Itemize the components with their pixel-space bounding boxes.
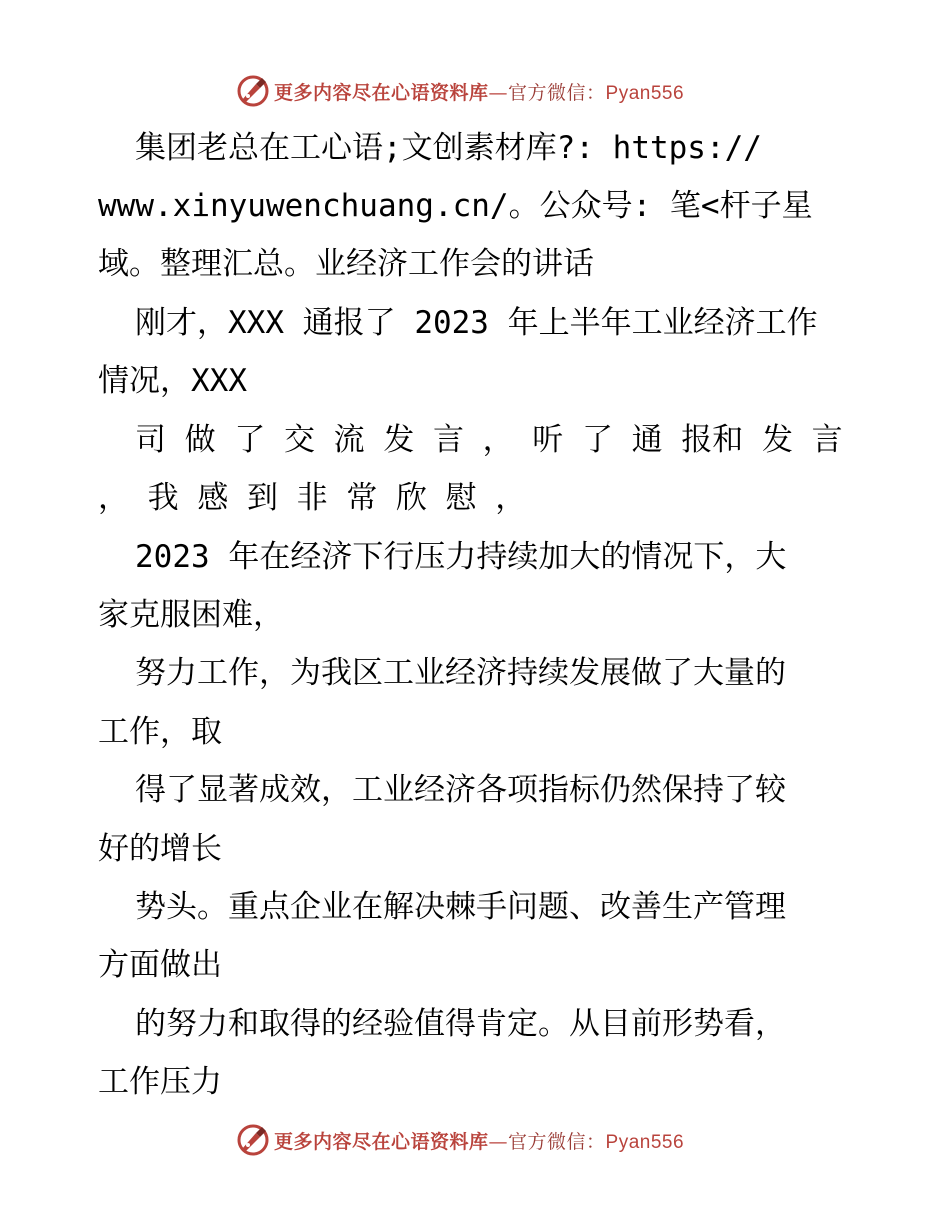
body-line: 司 做 了 交 流 发 言 ， 听 了 通 报和 发 言 (135, 422, 843, 458)
pen-logo-icon (236, 74, 270, 108)
banner-text-group (274, 78, 684, 105)
body-line: 工作，取 (98, 714, 222, 750)
body-line: 势头。重点企业在解决棘手问题、改善生产管理 (135, 889, 786, 925)
banner-separator: — (488, 81, 509, 104)
body-line: 的努力和取得的经验值得肯定。从目前形势看， (135, 1006, 786, 1042)
body-line: 域。整理汇总。业经济工作会的讲话 (98, 246, 594, 282)
banner-wechat-id: Pyan556 (605, 82, 685, 104)
banner-text-group (274, 1127, 684, 1154)
banner-wechat-label: 官方微信： (508, 1130, 606, 1153)
body-line: 集团老总在工心语;文创素材库?: https:// (135, 130, 762, 166)
body-line: www.xinyuwenchuang.cn/。公众号: 笔<杆子星 (98, 188, 813, 224)
header-banner (236, 73, 684, 109)
footer-banner (236, 1122, 684, 1158)
body-line: 好的增长 (98, 831, 222, 867)
banner-separator: — (488, 1130, 509, 1153)
body-line: 家克服困难， (98, 597, 284, 633)
body-line: 刚才，XXX 通报了 2023 年上半年工业经济工作 (135, 305, 818, 341)
banner-wechat-label: 官方微信： (508, 81, 606, 104)
body-line: ， 我 感 到 非 常 欣 慰 ， (98, 480, 527, 516)
body-line: 情况，XXX (98, 363, 247, 399)
pen-logo-icon (236, 1123, 270, 1157)
body-line: 得了显著成效，工业经济各项指标仍然保持了较 (135, 772, 786, 808)
body-line: 方面做出 (98, 947, 222, 983)
banner-slogan: 更多内容尽在心语资料库 (274, 1130, 489, 1153)
body-line: 2023 年在经济下行压力持续加大的情况下，大 (135, 539, 787, 575)
body-line: 努力工作，为我区工业经济持续发展做了大量的 (135, 655, 786, 691)
body-line: 工作压力 (98, 1064, 222, 1100)
banner-wechat-id: Pyan556 (605, 1131, 685, 1153)
banner-slogan: 更多内容尽在心语资料库 (274, 81, 489, 104)
